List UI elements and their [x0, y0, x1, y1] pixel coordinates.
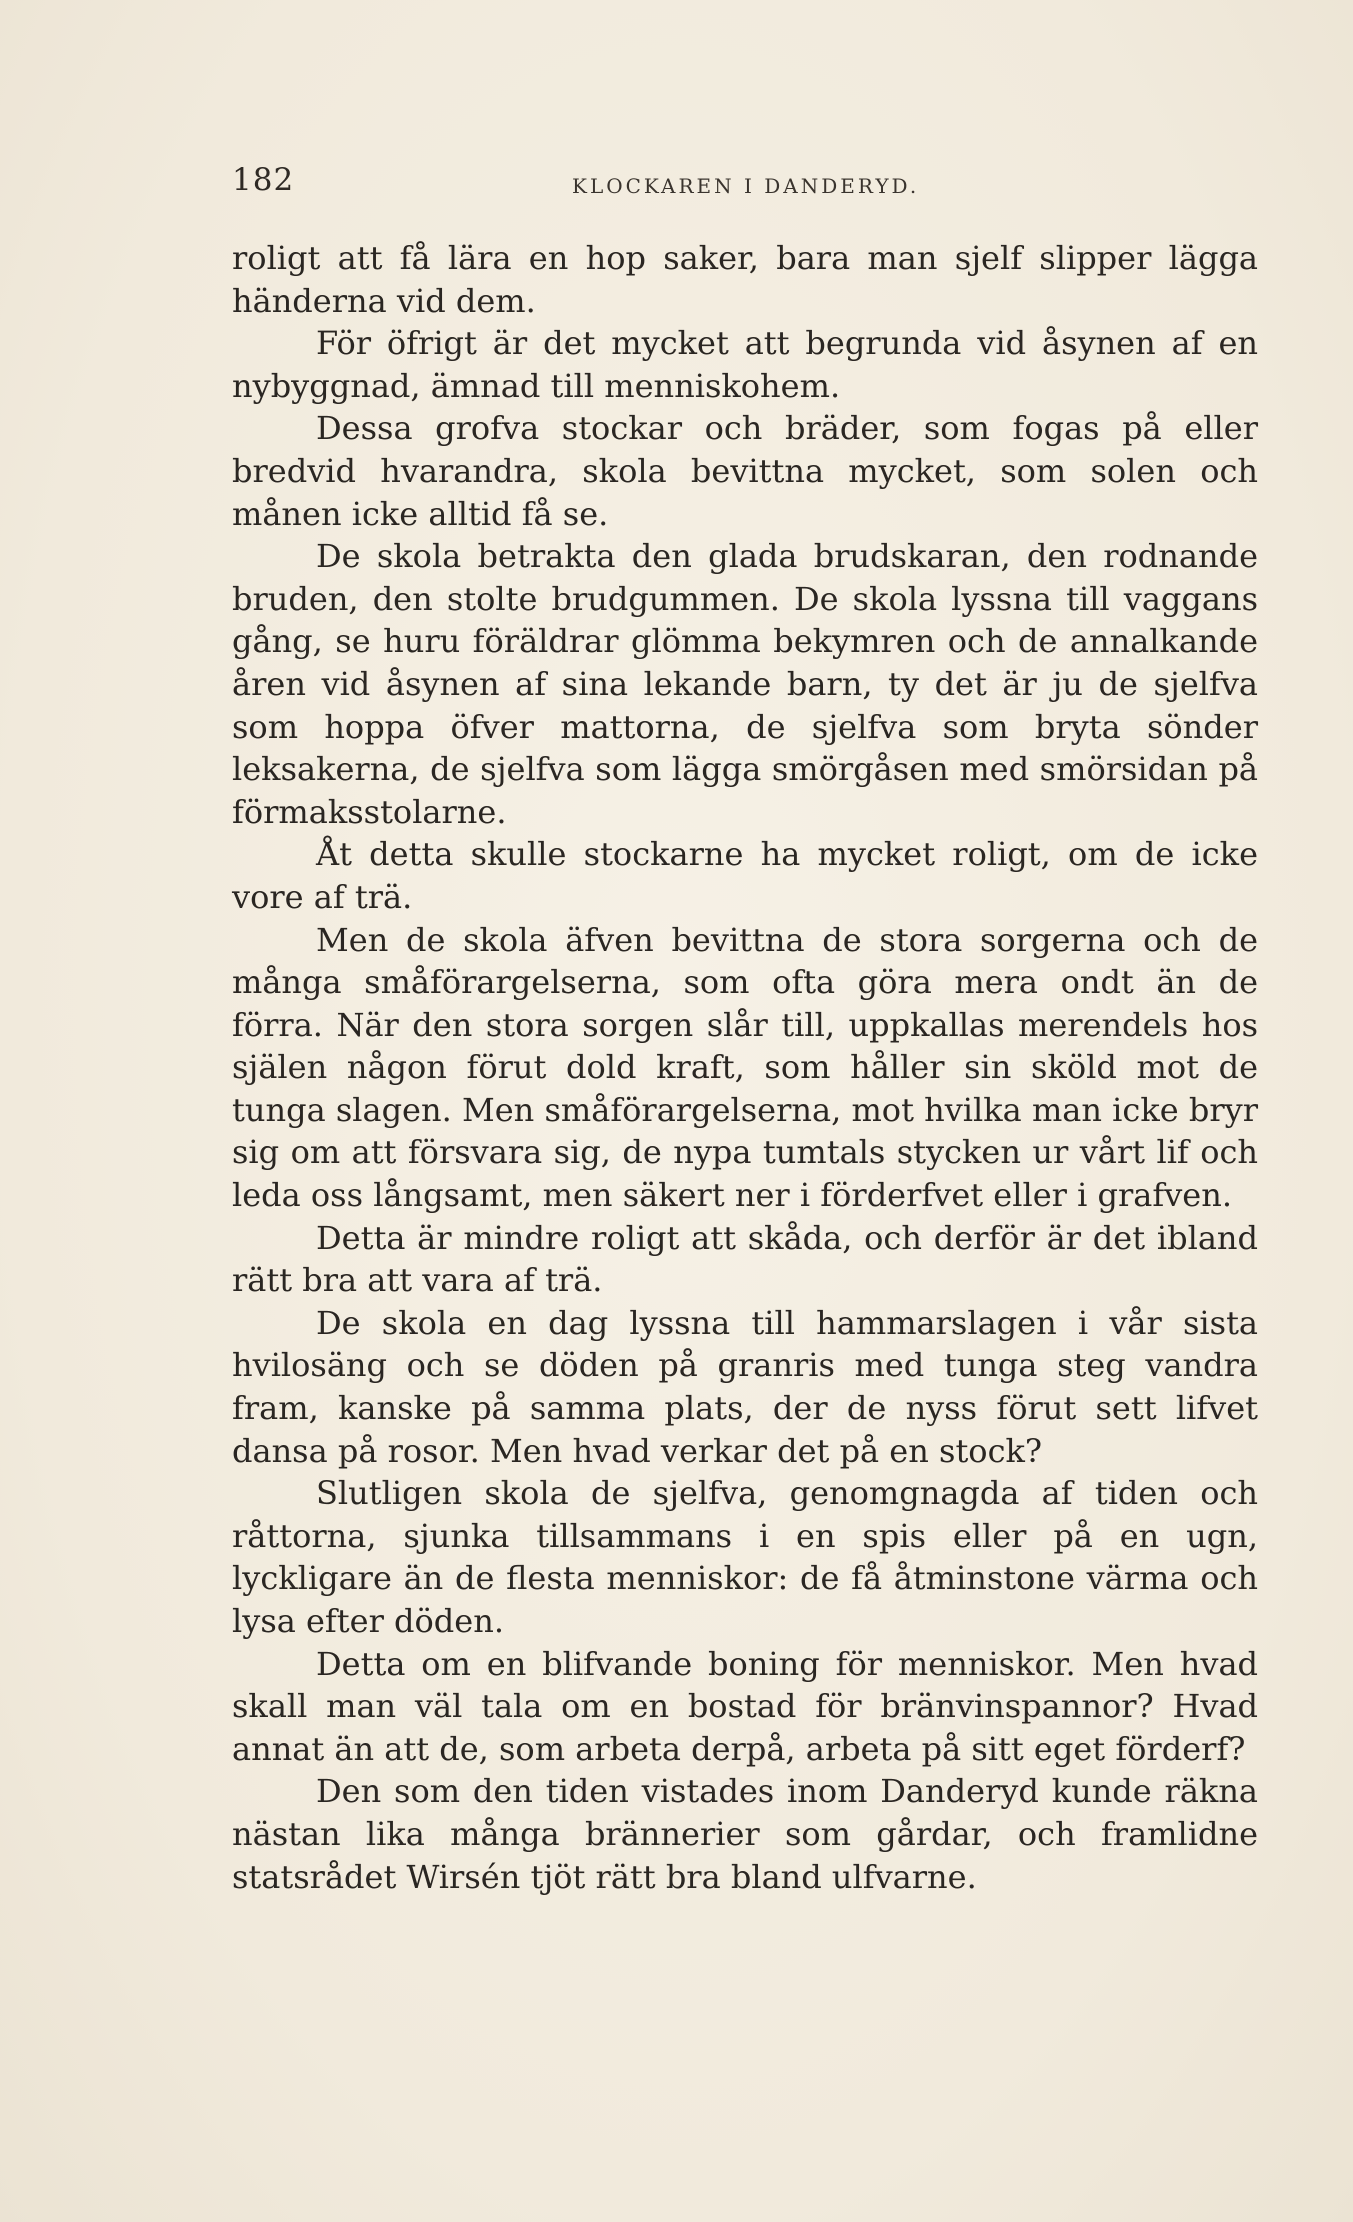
body-text	[232, 237, 1258, 1898]
running-head: KLOCKAREN I DANDERYD.	[572, 174, 920, 198]
paragraph: roligt att få lära en hop saker, bara man sjelf slipper lägga händerna vid dem.	[232, 239, 1258, 320]
paragraph: De skola betrakta den glada brudskaran, den rodnande bruden, den stolte brudgummen. De skola lyssna till vaggans gång, se huru föräldrar glömma bekymren och de annalkande åren vid åsynen af sina lekande barn, ty det är ju de sjelfva som hoppa öfver mattorna, de sjelfva som bryta sönder leksakerna, de sjelfva som lägga smörgåsen med smörsidan på förmaksstolarne.	[232, 537, 1258, 831]
page-number: 182	[232, 162, 295, 198]
paragraph: Detta om en blifvande boning för menniskor. Men hvad skall man väl tala om en bostad för bränvinspannor? Hvad annat än att de, som arbeta derpå, arbeta på sitt eget förderf?	[232, 1644, 1258, 1768]
paragraph: Den som den tiden vistades inom Danderyd kunde räkna nästan lika många brännerier som gårdar, och framlidne statsrådet Wirsén tjöt rätt bra bland ulfvarne.	[232, 1772, 1258, 1896]
paragraph: Åt detta skulle stockarne ha mycket roligt, om de icke vore af trä.	[232, 835, 1258, 916]
paragraph: De skola en dag lyssna till hammarslagen i vår sista hvilosäng och se döden på granris med tunga steg vandra fram, kanske på samma plats, der de nyss förut sett lifvet dansa på rosor. Men hvad verkar det på en stock?	[232, 1303, 1258, 1470]
paragraph: För öfrigt är det mycket att begrunda vid åsynen af en nybyggnad, ämnad till menniskohem.	[232, 324, 1258, 405]
paragraph: Men de skola äfven bevittna de stora sorgerna och de många småförargelserna, som ofta göra mera ondt än de förra. När den stora sorgen slår till, uppkallas merendels hos själen någon förut dold kraft, som håller sin sköld mot de tunga slagen. Men småförargelserna, mot hvilka man icke bryr sig om att försvara sig, de nypa tumtals stycken ur vårt lif och leda oss långsamt, men säkert ner i förderfvet eller i grafven.	[232, 920, 1258, 1215]
page-header	[232, 162, 1182, 202]
paragraph: Detta är mindre roligt att skåda, och derför är det ibland rätt bra att vara af trä.	[232, 1218, 1258, 1300]
paragraph: Slutligen skola de sjelfva, genomgnagda af tiden och råttorna, sjunka tillsammans i en spis eller på en ugn, lyckligare än de flesta menniskor: de få åtminstone värma och lysa efter döden.	[232, 1474, 1258, 1640]
paragraph: Dessa grofva stockar och bräder, som fogas på eller bredvid hvarandra, skola bevittna mycket, som solen och månen icke alltid få se.	[232, 409, 1258, 533]
